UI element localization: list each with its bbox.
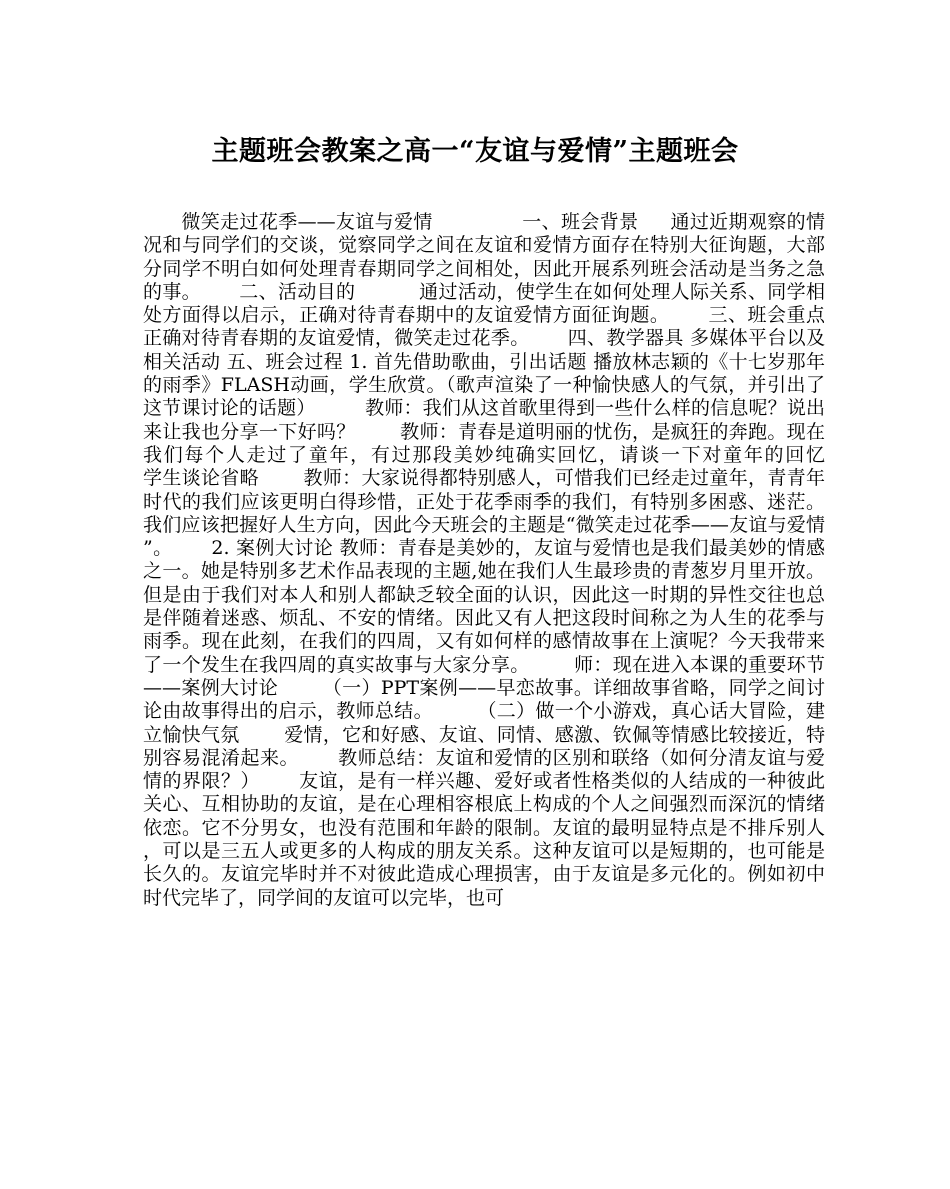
document-title: 主题班会教案之高一“友谊与爱情”主题班会 xyxy=(211,136,739,167)
document-body: 微笑走过花季——友谊与爱情 一、班会背景 通过近期观察的情况和与同学们的交谈，觉察同学之间在友谊和爱情方面存在特别大征询题，大部分同学不明白如何处理青春期同学之间相处，因此开展系列班会活动是当务之急的事。 二、活动目的 通过活动，使学生在如何处理人际关系、同学相处方面得以启示，正确对待青春期中的友谊爱情方面征询题。 三、班会重点 正确对待青春期的友谊爱情，微笑走过花季。 四、教学器具 多媒体平台以及相关活动 五、班会过程 1. 首先借助歌曲，引出话题 播放林志颖的《十七岁那年的雨季》FLASH动画，学生欣赏。（歌声渲染了一种愉快感人的气氛，并引出了这节课讨论的话题） 教师：我们从这首歌里得到一些什么样的信息呢？说出来让我也分享一下好吗？ 教师：青春是道明丽的忧伤，是疯狂的奔跑。现在我们每个人走过了童年，有过那段美妙纯确实回忆，请谈一下对童年的回忆 学生谈论省略 教师：大家说得都特别感人，可惜我们已经走过童年，青青年时代的我们应该更明白得珍惜，正处于花季雨季的我们，有特别多困惑、迷茫。我们应该把握好人生方向，因此今天班会的主题是“微笑走过花季——友谊与爱情”。 2. 案例大讨论 教师：青春是美妙的，友谊与爱情也是我们最美妙的情感之一。她是特别多艺术作品表现的主题,她在我们人生最珍贵的青葱岁月里开放。但是由于我们对本人和别人都缺乏较全面的认识，因此这一时期的异性交往也总是伴随着迷惑、烦乱、不安的情绪。因此又有人把这段时间称之为人生的花季与雨季。现在此刻，在我们的四周，又有如何样的感情故事在上演呢？今天我带来了一个发生在我四周的真实故事与大家分享。 师：现在进入本课的重要环节——案例大讨论 （一）PPT案例——早恋故事。详细故事省略，同学之间讨论由故事得出的启示，教师总结。 （二）做一个小游戏，真心话大冒险，建立愉快气氛 爱情，它和好感、友谊、同情、感激、钦佩等情感比较接近，特别容易混淆起来。 教师总结：友谊和爱情的区别和联络（如何分清友谊与爱情的界限？） 友谊，是有一样兴趣、爱好或者性格类似的人结成的一种彼此关心、互相协助的友谊，是在心理相容根底上构成的个人之间强烈而深沉的情绪依恋。它不分男女，也没有范围和年龄的限制。友谊的最明显特点是不排斥别人，可以是三五人或更多的人构成的朋友关系。这种友谊可以是短期的，也可能是长久的。友谊完毕时并不对彼此造成心理损害，由于友谊是多元化的。例如初中时代完毕了，同学间的友谊可以完毕，也可 xyxy=(143,211,886,909)
